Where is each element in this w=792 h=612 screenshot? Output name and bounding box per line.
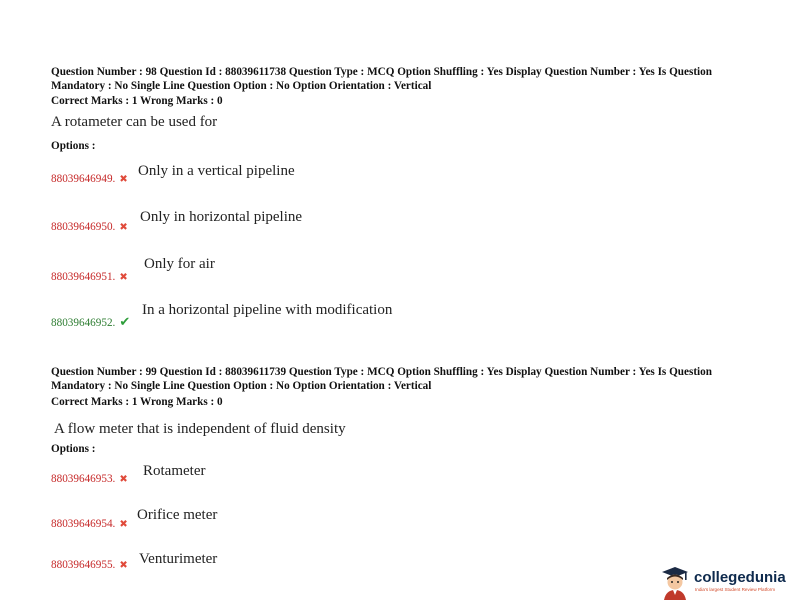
- cross-icon: ✖: [119, 272, 128, 283]
- question-text: A rotameter can be used for: [51, 114, 218, 130]
- question-marks: Correct Marks : 1 Wrong Marks : 0: [51, 396, 223, 408]
- option-id: 88039646953. ✖: [51, 473, 128, 485]
- cross-icon: ✖: [119, 174, 128, 185]
- option-text: Venturimeter: [139, 551, 218, 567]
- option-text: Only in horizontal pipeline: [140, 209, 303, 225]
- option-text: Only in a vertical pipeline: [138, 163, 295, 179]
- cross-icon: ✖: [119, 560, 128, 571]
- option-id: 88039646949. ✖: [51, 173, 128, 185]
- option-text: In a horizontal pipeline with modification: [142, 302, 393, 318]
- question-meta: Question Number : 99 Question Id : 88039611739 Question Type : MCQ Option Shuffling : Yes Display Question Number : Yes Is Question Mandatory : No Single Line Question Option : No Option Orientation : Vertical: [51, 366, 712, 392]
- graduate-logo-icon: [658, 564, 692, 600]
- brand-watermark: [658, 564, 784, 600]
- option-id: 88039646952. ✔: [51, 315, 131, 330]
- option-text: Rotameter: [143, 463, 206, 479]
- option-id: 88039646950. ✖: [51, 221, 128, 233]
- option-id: 88039646954. ✖: [51, 518, 128, 530]
- question-marks: Correct Marks : 1 Wrong Marks : 0: [51, 95, 223, 107]
- option-text: Orifice meter: [137, 507, 218, 523]
- option-id: 88039646951. ✖: [51, 271, 128, 283]
- question-text: A flow meter that is independent of fluid density: [54, 421, 346, 437]
- brand-tagline: India's largest Student Review Platform: [695, 587, 776, 592]
- brand-name: collegedunia: [694, 569, 786, 586]
- cross-icon: ✖: [119, 519, 128, 530]
- cross-icon: ✖: [119, 474, 128, 485]
- check-icon: ✔: [119, 315, 131, 330]
- question-meta: Question Number : 98 Question Id : 88039611738 Question Type : MCQ Option Shuffling : Yes Display Question Number : Yes Is Question Mandatory : No Single Line Question Option : No Option Orientation : Vertical: [51, 66, 712, 92]
- option-text: Only for air: [144, 256, 215, 272]
- options-label: Options :: [51, 443, 96, 455]
- option-id: 88039646955. ✖: [51, 559, 128, 571]
- options-label: Options :: [51, 140, 96, 152]
- cross-icon: ✖: [119, 222, 128, 233]
